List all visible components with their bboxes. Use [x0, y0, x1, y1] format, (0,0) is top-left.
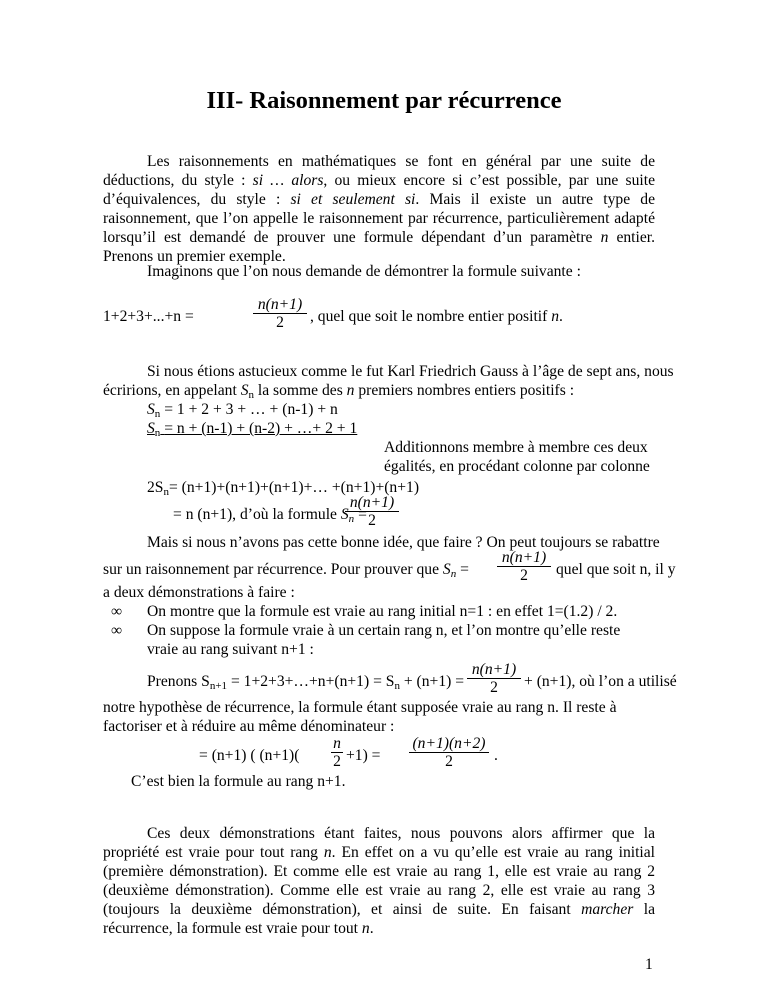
factor-line-mid: +1) = [346, 747, 381, 764]
sum-line-3: $2S_n=$ (n+1)+(n+1)+(n+1)+… +(n+1)+(n+1) [147, 479, 420, 498]
bullet-2-symbol: ∞ [111, 622, 123, 639]
mais-line-2a: sur un raisonnement par récurrence. Pour prouver que $S_n$ = [103, 561, 469, 580]
factor-fraction-1: n 2 [330, 735, 344, 771]
factor-line: = (n+1) ( (n+1)( [199, 747, 300, 764]
prenons-line: Prenons $S_{n+1}$ = 1+2+3+…+n+(n+1) = $S_n + (n+1)$ = [147, 673, 465, 692]
formula-fraction: n(n+1) 2 [252, 296, 308, 332]
cest-line: C’est bien la formule au rang n+1. [131, 773, 346, 790]
bullet-2-text-line-1: On suppose la formule vraie à un certain rang n, et l’on montre qu’elle reste [147, 622, 621, 639]
bullet-2-text-line-2: vraie au rang suivant n+1 : [147, 641, 314, 658]
sum-line-1: $S_n = 1 + 2 + 3$ + … + (n-1) + n [147, 401, 338, 420]
mais-fraction: n(n+1) 2 [496, 549, 552, 585]
mais-line-1: Mais si nous n’avons pas cette bonne idée, que faire ? On peut toujours se rabattre [147, 534, 660, 551]
conclusion-paragraph: Ces deux démonstrations étant faites, nous pouvons alors affirmer que la propriété est vraie pour tout rang n. En effet on a vu qu’elle est vraie au rang initial (première démonstration). Et comme elle est vraie au rang 1, elle est vraie au rang 2 (deuxième démonstration). Comme elle est vraie au rang 2, elle est vraie au rang 3 (toujours la deuxième démonstration), et ainsi de suite. En faisant marcher la récurrence, la formule est vraie pour tout n. [103, 825, 655, 937]
notre-line-2: factoriser et à réduire au même dénominateur : [103, 718, 395, 735]
formula-rest: , quel que soit le nombre entier positif n. [310, 308, 563, 325]
mais-line-2b: quel que soit n, il y [556, 561, 676, 578]
note-line-1: Additionnons membre à membre ces deux [384, 439, 648, 456]
mais-line-3: a deux démonstrations à faire : [103, 584, 295, 601]
factor-fraction-2: (n+1)(n+2) 2 [408, 735, 490, 771]
note-line-2: égalités, en procédant colonne par colonne [384, 458, 650, 475]
gauss-fraction: n(n+1) 2 [344, 494, 400, 530]
gauss-line-1: Si nous étions astucieux comme le fut Karl Friedrich Gauss à l’âge de sept ans, nous [147, 363, 674, 380]
page-title: III- Raisonnement par récurrence [206, 87, 562, 114]
formula-lhs: 1+2+3+...+n = [103, 308, 194, 325]
gauss-line-2: écririons, en appelant $S_n$ la somme des n premiers nombres entiers positifs : [103, 382, 575, 401]
factor-line-end: . [494, 747, 498, 764]
sum-line-2: $S_n = n + (n-1) + (n-2)$ + …+ 2 + 1 [147, 420, 358, 439]
intro-paragraph: Les raisonnements en mathématiques se font en général par une suite de déductions, du style : si … alors, ou mieux encore si c’est possible, par une suite d’équivalences, du style : si et seulement si. Mais il existe un autre type de raisonnement, que l’on appelle le raisonnement par récurrence, particulièrement adapté lorsqu’il est demandé de prouver une formule dépendant d’un paramètre n entier. Prenons un premier exemple. [103, 153, 656, 265]
prenons-line-end: + (n+1), où l’on a utilisé [524, 673, 677, 690]
imagine-text: Imaginons que l’on nous demande de démontrer la formule suivante : [147, 263, 581, 280]
page-number: 1 [645, 956, 653, 973]
prenons-fraction: n(n+1) 2 [466, 661, 522, 697]
notre-line-1: notre hypothèse de récurrence, la formule étant supposée vraie au rang n. Il reste à [103, 699, 617, 716]
bullet-1-text: On montre que la formule est vraie au rang initial n=1 : en effet 1=(1.2) / 2. [147, 603, 618, 620]
sum-line-4: = n (n+1), d’où la formule $S_n$ = [173, 506, 367, 525]
bullet-1-symbol: ∞ [111, 603, 123, 620]
